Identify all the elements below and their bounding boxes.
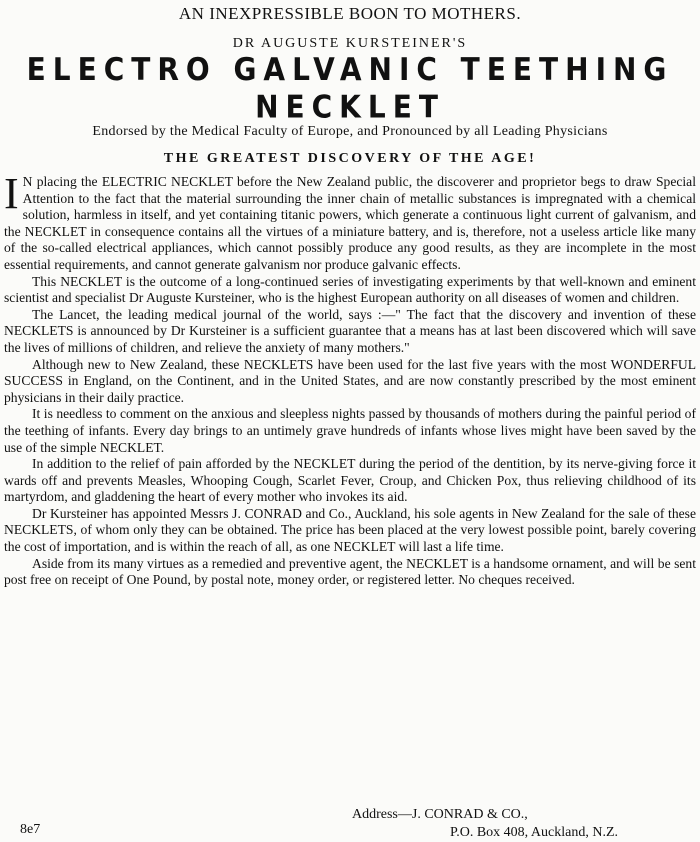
- article-body: [4, 169, 696, 589]
- address-name: Address—J. CONRAD & CO.,: [352, 807, 528, 822]
- paragraph-text: N placing the ELECTRIC NECKLET before the New Zealand public, the discoverer and proprietor begs to draw Special Attention to the fact that the material surrounding the inner chain of metallic substances is impregnated with a chemical solution, harmless in itself, and yet containing titanic powers, which generate a continuous light current of galvanism, and the NECKLET in consequence contains all the virtues of a miniature battery, and is, therefore, not a useless article like many of the so-called electrical appliances, which cannot possibly produce any good results, as they are incomplete in the most essential requirements, and cannot generate galvanism nor produce galvanic effects.: [4, 174, 696, 272]
- paragraph-origin: This NECKLET is the outcome of a long-continued series of investigating experiments by that well-known and eminent scientist and specialist Dr Auguste Kursteiner, who is the highest European authority on all diseases of women and children.: [4, 273, 696, 306]
- paragraph-teething: It is needless to comment on the anxious and sleepless nights passed by thousands of mothers during the painful period of the teething of infants. Every day brings to an untimely grave hundreds of infants whose lives might have been saved by the use of the simple NECKLET.: [4, 406, 696, 455]
- dropcap: I: [4, 169, 19, 218]
- ad-code: 8e7: [20, 822, 41, 837]
- endorsement-text: Endorsed by the Medical Faculty of Europe, and Pronounced by all Leading Physicians: [92, 124, 608, 139]
- byline: DR AUGUSTE KURSTEINER'S: [232, 36, 468, 51]
- paragraph-success: Although new to New Zealand, these NECKLETS have been used for the last five years with the most WONDERFUL SUCCESS in England, on the Continent, and in the United States, and are now constantly prescribed by the most eminent physicians in their daily practice.: [4, 356, 696, 405]
- product-title: ELECTRO GALVANIC TEETHING NECKLET: [26, 51, 674, 126]
- address-postal: P.O. Box 408, Auckland, N.Z.: [450, 825, 618, 840]
- paragraph-prevention: In addition to the relief of pain afforded by the NECKLET during the period of the dentition, by its nerve-giving force it wards off and prevents Measles, Whooping Cough, Scarlet Fever, Croup, and Chicken Pox, thus relieving childhood of its martyrdom, and gladdening the heart of every mother who invokes its aid.: [4, 456, 696, 505]
- discovery-slogan: THE GREATEST DISCOVERY OF THE AGE!: [163, 151, 537, 166]
- paragraph-lancet-quote: The Lancet, the leading medical journal of the world, says :—" The fact that the discovery and invention of these NECKLETS is announced by Dr Kursteiner is a sufficient guarantee that a means has at last been discovered which will save the lives of millions of children, and relieve the anxiety of many mothers.": [4, 306, 696, 355]
- headline: AN INEXPRESSIBLE BOON TO MOTHERS.: [178, 4, 522, 23]
- paragraph-agents: Dr Kursteiner has appointed Messrs J. CONRAD and Co., Auckland, his sole agents in New Zealand for the sale of these NECKLETS, of whom only they can be obtained. The price has been placed at the very lowest possible point, barely covering the cost of importation, and is within the reach of all, as one NECKLET will last a life time.: [4, 505, 696, 555]
- paragraph-ornament: Aside from its many virtues as a remedied and preventive agent, the NECKLET is a handsome ornament, and will be sent post free on receipt of One Pound, by postal note, money order, or registered letter. No cheques received.: [4, 555, 696, 588]
- paragraph-intro: [4, 169, 696, 274]
